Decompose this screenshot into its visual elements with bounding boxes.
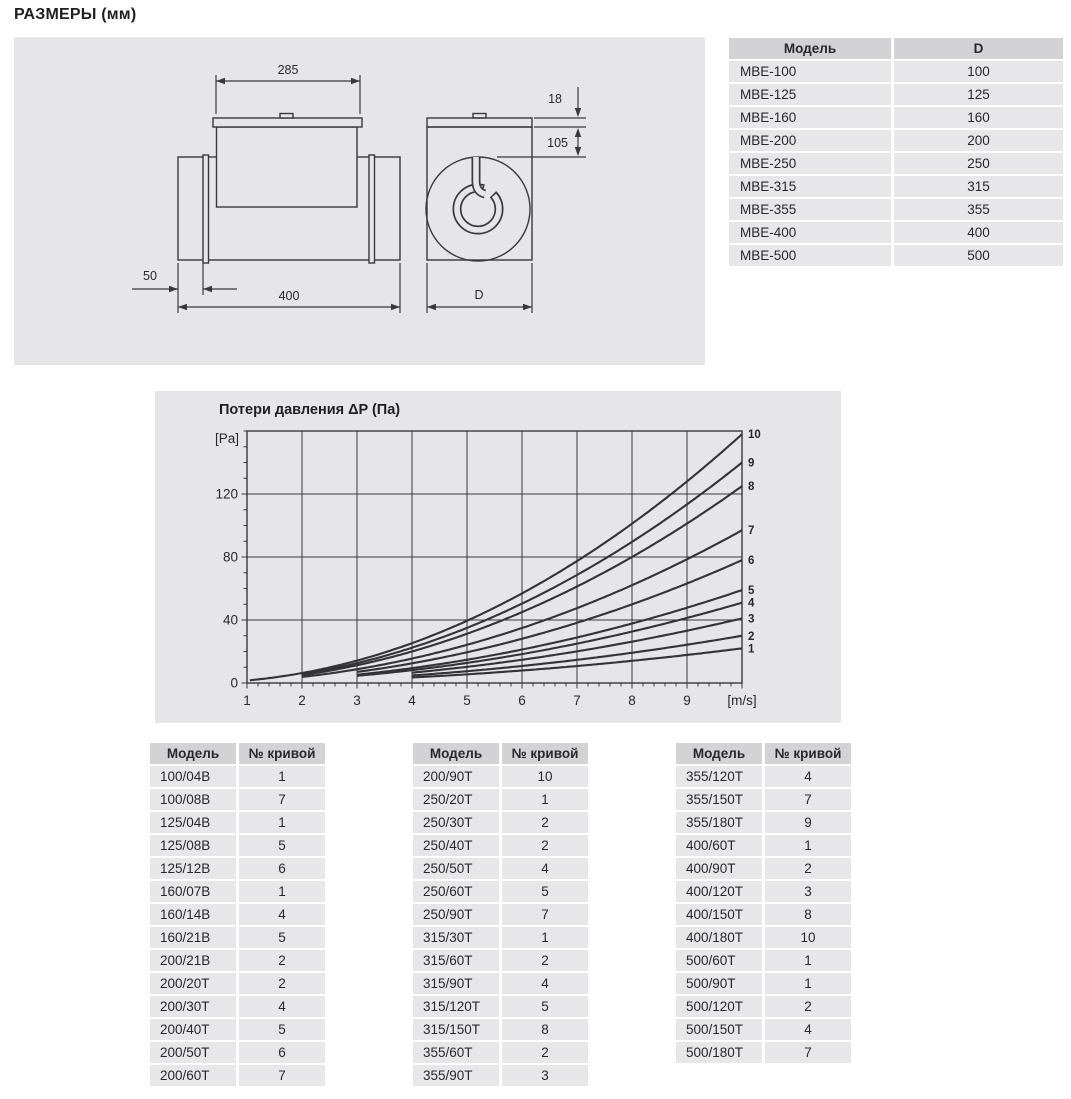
- model-cell: 500/180Т: [676, 1042, 762, 1063]
- value-cell: 2: [499, 950, 588, 971]
- table-row: [729, 61, 1063, 82]
- table-row: [150, 950, 325, 971]
- model-cell: 315/150Т: [413, 1019, 499, 1040]
- model-cell: 500/60Т: [676, 950, 762, 971]
- value-cell: 7: [762, 1042, 851, 1063]
- model-cell: 400/60Т: [676, 835, 762, 856]
- pressure-loss-chart: [155, 391, 841, 723]
- model-cell: МВЕ-355: [729, 199, 891, 220]
- table-row: [676, 789, 851, 810]
- table-row: [729, 84, 1063, 105]
- y-tick-label: 0: [230, 675, 238, 691]
- value-cell: 2: [499, 1042, 588, 1063]
- curve-table-1: [150, 741, 325, 1088]
- dim-label-d: D: [474, 288, 484, 302]
- value-cell: 2: [499, 835, 588, 856]
- table-row: [150, 835, 325, 856]
- value-cell: 7: [499, 904, 588, 925]
- table-row: [150, 1065, 325, 1086]
- model-cell: 355/90Т: [413, 1065, 499, 1086]
- y-tick-label: 80: [222, 549, 238, 565]
- table-row: [413, 812, 588, 833]
- curve-label-1: 1: [748, 643, 755, 656]
- table-row: [676, 858, 851, 879]
- column-header: Модель: [413, 743, 499, 764]
- model-cell: МВЕ-200: [729, 130, 891, 151]
- table-row: [676, 812, 851, 833]
- table-row: [413, 1042, 588, 1063]
- end-view: [426, 114, 532, 262]
- x-tick-label: 2: [298, 693, 306, 708]
- model-cell: 200/20Т: [150, 973, 236, 994]
- x-tick-label: 8: [628, 693, 636, 708]
- model-cell: 250/50Т: [413, 858, 499, 879]
- value-cell: 2: [762, 996, 851, 1017]
- curve-label-5: 5: [748, 585, 755, 598]
- dim-label-400: 400: [278, 289, 300, 303]
- value-cell: 1: [499, 789, 588, 810]
- table-header-row: [150, 743, 325, 764]
- table-row: [150, 1042, 325, 1063]
- model-cell: 250/20Т: [413, 789, 499, 810]
- table-row: [413, 973, 588, 994]
- value-cell: 4: [762, 1019, 851, 1040]
- table-row: [676, 904, 851, 925]
- value-cell: 2: [762, 858, 851, 879]
- model-cell: 125/08В: [150, 835, 236, 856]
- model-cell: МВЕ-100: [729, 61, 891, 82]
- value-cell: 4: [499, 858, 588, 879]
- model-cell: МВЕ-400: [729, 222, 891, 243]
- dim-label-105: 105: [547, 136, 568, 150]
- model-cell: 200/50Т: [150, 1042, 236, 1063]
- table-row: [729, 245, 1063, 266]
- curve-table-2: [413, 741, 588, 1088]
- model-cell: 100/08В: [150, 789, 236, 810]
- column-header: № кривой: [762, 743, 851, 764]
- curve-label-7: 7: [748, 525, 755, 538]
- value-cell: 6: [236, 1042, 325, 1063]
- value-cell: 4: [499, 973, 588, 994]
- model-cell: 500/120Т: [676, 996, 762, 1017]
- model-cell: 400/180Т: [676, 927, 762, 948]
- table-row: [676, 1019, 851, 1040]
- model-cell: 160/07В: [150, 881, 236, 902]
- model-cell: 200/30Т: [150, 996, 236, 1017]
- value-cell: 1: [236, 881, 325, 902]
- table-row: [729, 107, 1063, 128]
- model-cell: 250/40Т: [413, 835, 499, 856]
- value-cell: 500: [891, 245, 1063, 266]
- table-row: [413, 835, 588, 856]
- table-row: [676, 835, 851, 856]
- value-cell: 5: [236, 835, 325, 856]
- model-cell: 250/90Т: [413, 904, 499, 925]
- table-row: [676, 996, 851, 1017]
- table-row: [729, 153, 1063, 174]
- table-row: [413, 950, 588, 971]
- dimensions-drawing-panel: [14, 37, 705, 365]
- table-row: [729, 222, 1063, 243]
- model-cell: МВЕ-125: [729, 84, 891, 105]
- value-cell: 355: [891, 199, 1063, 220]
- column-header: Модель: [150, 743, 236, 764]
- value-cell: 7: [236, 1065, 325, 1086]
- flange-left: [203, 155, 209, 263]
- value-cell: 315: [891, 176, 1063, 197]
- curve-label-8: 8: [748, 481, 755, 494]
- table-row: [676, 766, 851, 787]
- model-cell: 125/04В: [150, 812, 236, 833]
- model-cell: 200/90Т: [413, 766, 499, 787]
- pressure-loss-chart-panel: [155, 391, 841, 723]
- value-cell: 10: [762, 927, 851, 948]
- model-cell: 315/120Т: [413, 996, 499, 1017]
- value-cell: 5: [236, 1019, 325, 1040]
- table-row: [413, 1065, 588, 1086]
- table-row: [150, 881, 325, 902]
- table-row: [413, 996, 588, 1017]
- model-cell: 250/60Т: [413, 881, 499, 902]
- model-cell: 160/14В: [150, 904, 236, 925]
- table-row: [413, 904, 588, 925]
- model-cell: 200/40Т: [150, 1019, 236, 1040]
- table-row: [413, 858, 588, 879]
- table-row: [150, 789, 325, 810]
- dim-label-285: 285: [277, 63, 299, 77]
- value-cell: 4: [236, 904, 325, 925]
- value-cell: 4: [236, 996, 325, 1017]
- table-header-row: [729, 38, 1063, 59]
- model-cell: 355/60Т: [413, 1042, 499, 1063]
- table-row: [729, 176, 1063, 197]
- page-title: РАЗМЕРЫ (мм): [14, 6, 137, 23]
- value-cell: 4: [762, 766, 851, 787]
- value-cell: 100: [891, 61, 1063, 82]
- table-row: [676, 1042, 851, 1063]
- y-tick-label: 40: [222, 612, 238, 628]
- model-cell: 355/150Т: [676, 789, 762, 810]
- model-cell: МВЕ-315: [729, 176, 891, 197]
- model-cell: МВЕ-160: [729, 107, 891, 128]
- table-row: [150, 904, 325, 925]
- value-cell: 8: [499, 1019, 588, 1040]
- table-row: [413, 881, 588, 902]
- table-row: [729, 130, 1063, 151]
- table-row: [150, 766, 325, 787]
- x-tick-label: 3: [353, 693, 361, 708]
- value-cell: 10: [499, 766, 588, 787]
- model-cell: 315/60Т: [413, 950, 499, 971]
- flange-right: [369, 155, 375, 263]
- end-lid: [427, 118, 532, 127]
- model-cell: 400/150Т: [676, 904, 762, 925]
- table-row: [413, 1019, 588, 1040]
- value-cell: 9: [762, 812, 851, 833]
- model-cell: 160/21В: [150, 927, 236, 948]
- value-cell: 7: [762, 789, 851, 810]
- end-view-dimensions: [427, 87, 586, 313]
- value-cell: 2: [236, 973, 325, 994]
- model-cell: 100/04В: [150, 766, 236, 787]
- table-row: [150, 1019, 325, 1040]
- table-row: [676, 950, 851, 971]
- value-cell: 1: [762, 950, 851, 971]
- x-tick-label: 1: [243, 693, 251, 708]
- dim-label-18: 18: [548, 92, 562, 106]
- table-row: [676, 927, 851, 948]
- curve-4: [357, 603, 742, 676]
- model-diameter-table: [729, 36, 1063, 268]
- model-cell: 400/120Т: [676, 881, 762, 902]
- value-cell: 5: [236, 927, 325, 948]
- value-cell: 3: [499, 1065, 588, 1086]
- x-tick-label: 9: [683, 693, 691, 708]
- value-cell: 6: [236, 858, 325, 879]
- table-header-row: [413, 743, 588, 764]
- value-cell: 125: [891, 84, 1063, 105]
- terminal-box: [217, 127, 358, 207]
- value-cell: 1: [236, 766, 325, 787]
- column-header: № кривой: [499, 743, 588, 764]
- table-row: [676, 881, 851, 902]
- end-lid-handle: [473, 114, 486, 119]
- column-header: D: [891, 38, 1063, 59]
- x-tick-label: 7: [573, 693, 581, 708]
- dimension-drawing: [14, 37, 705, 365]
- model-cell: 315/90Т: [413, 973, 499, 994]
- x-tick-label: 4: [408, 693, 416, 708]
- value-cell: 1: [762, 835, 851, 856]
- model-cell: 355/120Т: [676, 766, 762, 787]
- value-cell: 200: [891, 130, 1063, 151]
- curve-label-6: 6: [748, 555, 755, 568]
- curve-label-2: 2: [748, 630, 755, 643]
- table-row: [413, 766, 588, 787]
- lid-handle: [280, 114, 293, 119]
- value-cell: 5: [499, 881, 588, 902]
- y-axis-unit-label: [Pa]: [214, 431, 239, 446]
- table-row: [150, 927, 325, 948]
- table-header-row: [676, 743, 851, 764]
- box-lid: [213, 118, 362, 127]
- curve-label-10: 10: [748, 429, 761, 442]
- value-cell: 2: [236, 950, 325, 971]
- value-cell: 1: [236, 812, 325, 833]
- table-row: [150, 858, 325, 879]
- curve-label-9: 9: [748, 457, 755, 470]
- curve-label-4: 4: [748, 597, 755, 610]
- table-row: [729, 199, 1063, 220]
- model-cell: МВЕ-500: [729, 245, 891, 266]
- column-header: Модель: [676, 743, 762, 764]
- model-cell: 125/12В: [150, 858, 236, 879]
- model-cell: 250/30Т: [413, 812, 499, 833]
- column-header: № кривой: [236, 743, 325, 764]
- column-header: Модель: [729, 38, 891, 59]
- model-cell: 500/90Т: [676, 973, 762, 994]
- model-cell: 200/60Т: [150, 1065, 236, 1086]
- model-cell: 400/90Т: [676, 858, 762, 879]
- model-cell: 500/150Т: [676, 1019, 762, 1040]
- table-row: [150, 812, 325, 833]
- y-tick-label: 120: [215, 486, 238, 502]
- table-row: [413, 927, 588, 948]
- table-row: [150, 996, 325, 1017]
- value-cell: 7: [236, 789, 325, 810]
- value-cell: 160: [891, 107, 1063, 128]
- value-cell: 5: [499, 996, 588, 1017]
- table-row: [150, 973, 325, 994]
- model-cell: 355/180Т: [676, 812, 762, 833]
- value-cell: 8: [762, 904, 851, 925]
- value-cell: 3: [762, 881, 851, 902]
- value-cell: 1: [499, 927, 588, 948]
- x-tick-label: 5: [463, 693, 471, 708]
- value-cell: 400: [891, 222, 1063, 243]
- value-cell: 1: [762, 973, 851, 994]
- curve-table-3: [676, 741, 851, 1065]
- x-tick-label: 6: [518, 693, 526, 708]
- x-axis-unit-label: [m/s]: [727, 693, 757, 708]
- curve-label-3: 3: [748, 613, 755, 626]
- chart-title: Потери давления ΔP (Па): [219, 402, 401, 418]
- model-cell: 200/21В: [150, 950, 236, 971]
- table-row: [676, 973, 851, 994]
- model-cell: МВЕ-250: [729, 153, 891, 174]
- value-cell: 2: [499, 812, 588, 833]
- value-cell: 250: [891, 153, 1063, 174]
- side-view: [178, 114, 400, 264]
- model-cell: 315/30Т: [413, 927, 499, 948]
- table-row: [413, 789, 588, 810]
- dim-label-50: 50: [143, 269, 157, 283]
